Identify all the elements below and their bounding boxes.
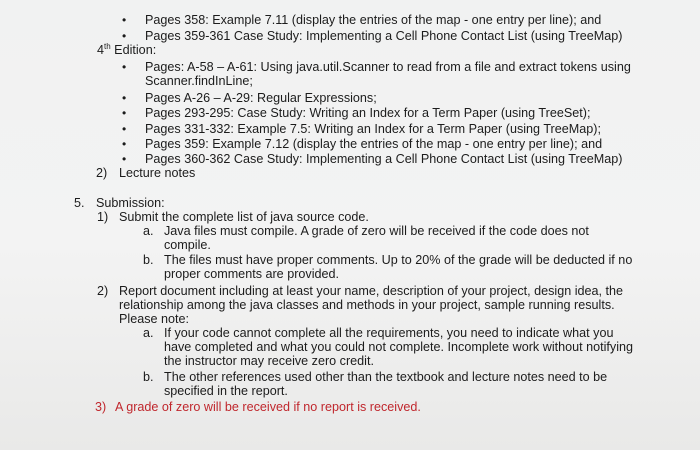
bullet-dot: • xyxy=(122,13,127,27)
edition4-label: Edition: xyxy=(110,43,157,57)
item1-b-text: The files must have proper comments. Up to 20% of the grade will be deducted if no xyxy=(164,253,633,267)
submission-title: Submission: xyxy=(96,196,165,210)
edition4-item: Pages 331-332: Example 7.5: Writing an Index for a Term Paper (using TreeMap); xyxy=(145,122,601,136)
edition3-item: Pages 358: Example 7.11 (display the entries of the map - one entry per line); and xyxy=(145,13,602,27)
submission-item3-warning: A grade of zero will be received if no report is received. xyxy=(115,400,421,414)
bullet-dot: • xyxy=(122,91,127,105)
item2-a-marker: a. xyxy=(143,326,154,340)
edition4-heading xyxy=(97,43,156,57)
submission-item2-marker: 2) xyxy=(97,284,109,298)
item1-a-text: Java files must compile. A grade of zero will be received if the code does not xyxy=(164,224,589,238)
edition4-suffix: th xyxy=(104,42,111,51)
edition4-item: Pages 293-295: Case Study: Writing an Index for a Term Paper (using TreeSet); xyxy=(145,106,591,120)
bullet-dot: • xyxy=(122,60,127,74)
edition4-item: Pages 360-362 Case Study: Implementing a Cell Phone Contact List (using TreeMap) xyxy=(145,152,623,166)
bullet-dot: • xyxy=(122,106,127,120)
edition4-item: Pages A-26 – A-29: Regular Expressions; xyxy=(145,91,377,105)
edition3-item: Pages 359-361 Case Study: Implementing a Cell Phone Contact List (using TreeMap) xyxy=(145,29,623,43)
item2-b-text: specified in the report. xyxy=(164,384,288,398)
edition4-item: Pages 359: Example 7.12 (display the entries of the map - one entry per line); and xyxy=(145,137,603,151)
submission-item2-text: relationship among the java classes and methods in your project, sample running results. xyxy=(119,298,615,312)
item2-a-text: If your code cannot complete all the requirements, you need to indicate what you xyxy=(164,326,614,340)
lecture-notes-text: Lecture notes xyxy=(119,166,196,180)
item1-b-marker: b. xyxy=(143,253,154,267)
bullet-dot: • xyxy=(122,152,127,166)
bullet-dot: • xyxy=(122,29,127,43)
item2-a-text: the instructor may receive zero credit. xyxy=(164,354,374,368)
submission-item1-marker: 1) xyxy=(97,210,109,224)
edition4-item: Pages: A-58 – A-61: Using java.util.Scanner to read from a file and extract tokens using xyxy=(145,60,631,74)
edition4-number: 4 xyxy=(97,43,105,57)
bullet-dot: • xyxy=(122,137,127,151)
lecture-notes-marker: 2) xyxy=(96,166,108,180)
item2-b-text: The other references used other than the textbook and lecture notes need to be xyxy=(164,370,608,384)
submission-item2-text: Please note: xyxy=(119,312,190,326)
submission-marker: 5. xyxy=(74,196,85,210)
bullet-dot: • xyxy=(122,122,127,136)
submission-item1-text: Submit the complete list of java source code. xyxy=(119,210,369,224)
item1-a-text: compile. xyxy=(164,238,211,252)
item2-b-marker: b. xyxy=(143,370,154,384)
edition4-item-continuation: Scanner.findInLine; xyxy=(145,74,253,88)
item1-b-text: proper comments are provided. xyxy=(164,267,339,281)
submission-item3-marker: 3) xyxy=(95,400,107,414)
item2-a-text: have completed and what you could not complete. Incomplete work without notifying xyxy=(164,340,634,354)
item1-a-marker: a. xyxy=(143,224,154,238)
submission-item2-text: Report document including at least your name, description of your project, design idea, the xyxy=(119,284,624,298)
